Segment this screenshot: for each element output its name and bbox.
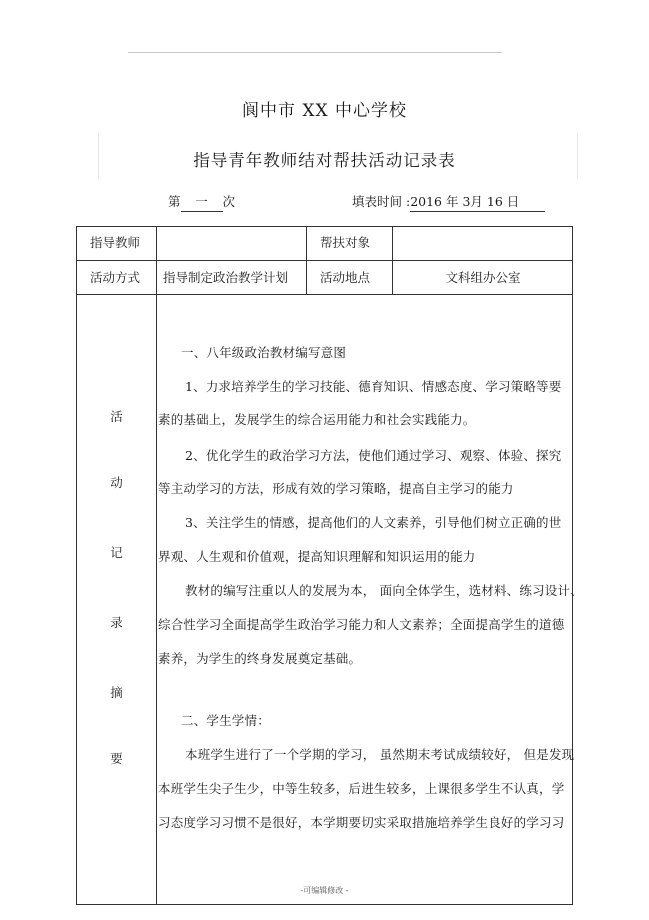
summary-label-char: 录 xyxy=(110,615,123,630)
value-activity-method: 指导制定政治教学计划 xyxy=(163,270,289,285)
summary-line: 2、优化学生的政治学习方法，使他们通过学习、观察、体验、探究 xyxy=(185,448,562,463)
session-prefix: 第 xyxy=(168,194,181,209)
summary-line: 1、力求培养学生的学习技能、德育知识、情感态度、学习策略等要 xyxy=(185,379,562,394)
summary-line: 3、关注学生的情感，提高他们的人文素养，引导他们树立正确的世 xyxy=(185,515,562,530)
form-title: 指导青年教师结对帮扶活动记录表 xyxy=(193,151,456,170)
row-divider-2 xyxy=(77,294,572,295)
summary-line: 一、八年级政治教材编写意图 xyxy=(181,345,347,360)
session-field xyxy=(168,192,235,212)
session-suffix: 次 xyxy=(222,194,236,209)
summary-line: 本班学生尖子生少，中等生较多，后进生较多，上课很多学生不认真，学 xyxy=(158,781,565,796)
col-divider-2 xyxy=(306,227,307,294)
top-rule xyxy=(128,52,502,53)
summary-line: 界观、人生观和价值观，提高知识理解和知识运用的能力 xyxy=(158,549,476,564)
school-title: 阆中市 XX 中心学校 xyxy=(241,101,407,121)
page-footer: -可编辑修改 - xyxy=(300,886,349,895)
summary-label-char: 要 xyxy=(110,751,123,766)
date-field xyxy=(352,192,545,212)
label-activity-method: 活动方式 xyxy=(90,270,141,285)
summary-label-char: 记 xyxy=(110,545,123,560)
col-divider-1 xyxy=(156,227,157,904)
date-value: 2016 年 3月 16 日 xyxy=(410,192,545,212)
label-activity-location: 活动地点 xyxy=(320,270,371,285)
record-table xyxy=(76,226,583,905)
summary-line: 素养，为学生的终身发展奠定基础。 xyxy=(158,651,362,666)
summary-line: 习态度学习习惯不是很好，本学期要切实采取措施培养学生良好的学习习 xyxy=(158,815,565,830)
summary-line: 二、学生学情： xyxy=(181,713,270,728)
summary-label-char: 活 xyxy=(110,409,123,424)
value-activity-location: 文科组办公室 xyxy=(445,270,521,285)
date-label: 填表时间 : xyxy=(352,194,411,209)
summary-line: 等主动学习的方法，形成有效的学习策略，提高自主学习的能力 xyxy=(158,481,514,496)
summary-line: 本班学生进行了一个学期的学习， 虽然期末考试成绩较好， 但是发现 xyxy=(185,747,575,762)
row-divider-1 xyxy=(77,260,572,261)
session-number: 一 xyxy=(181,192,223,212)
summary-line: 综合性学习全面提高学生政治学习能力和人文素养；全面提高学生的道德 xyxy=(158,617,565,632)
summary-label-char: 摘 xyxy=(110,685,123,700)
label-mentee: 帮扶对象 xyxy=(320,235,371,250)
summary-label-char: 动 xyxy=(110,475,123,490)
label-mentor: 指导教师 xyxy=(90,235,141,250)
summary-line: 教材的编写注重以人的发展为本， 面向全体学生，选材料、练习设计、 xyxy=(185,583,583,598)
summary-line: 素的基础上，发展学生的综合运用能力和社会实践能力。 xyxy=(158,412,476,427)
